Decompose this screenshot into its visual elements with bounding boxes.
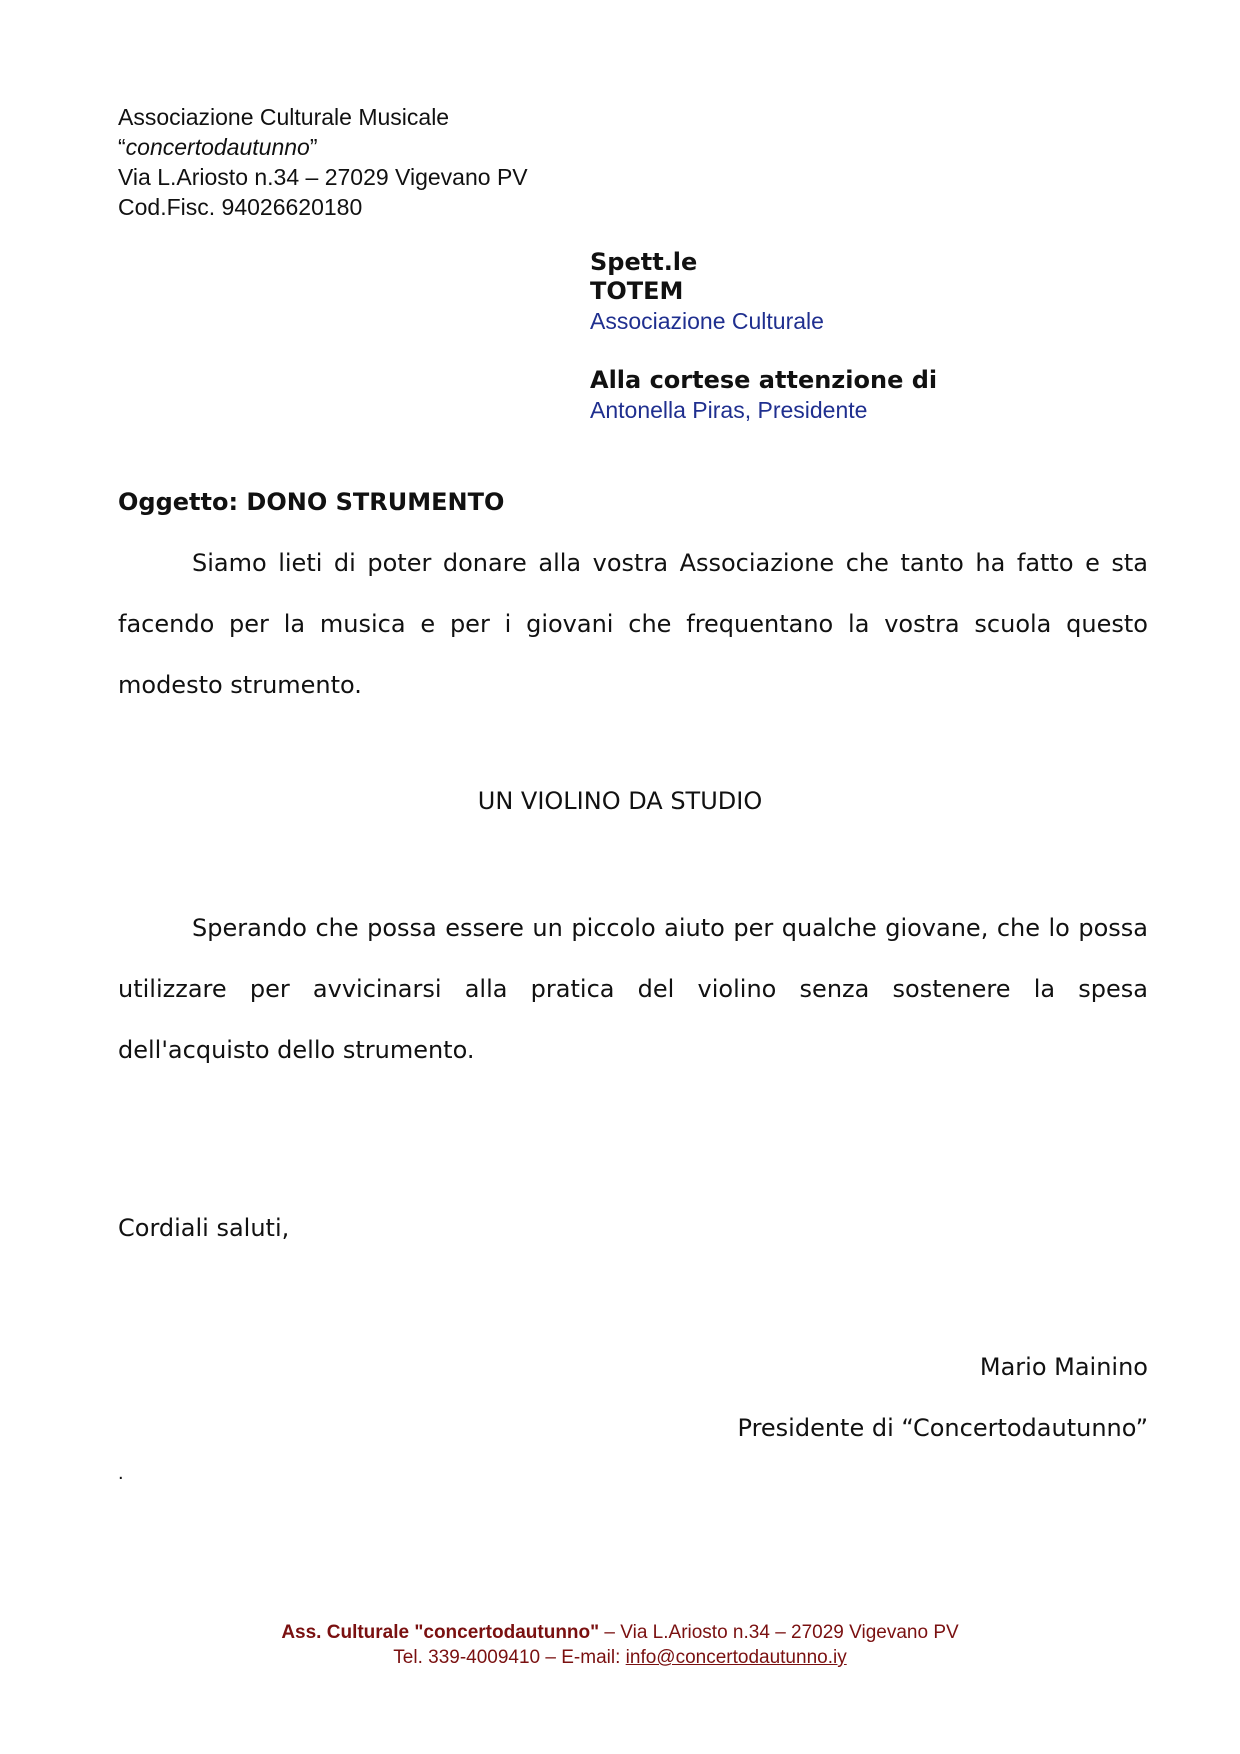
footer-address: – Via L.Ariosto n.34 – 27029 Vigevano PV — [599, 1622, 959, 1643]
footer-email-link[interactable]: info@concertodautunno.iy — [625, 1647, 847, 1668]
footer-line2 — [0, 1645, 1240, 1670]
recipient-salutation: Spett.le — [590, 248, 698, 276]
footer — [0, 1620, 1240, 1670]
recipient-block — [590, 248, 937, 425]
trailing-mark: . — [118, 1462, 124, 1484]
footer-line1 — [0, 1620, 1240, 1645]
footer-org: Ass. Culturale "concertodautunno" — [281, 1622, 600, 1643]
paragraph-2-text: Sperando che possa essere un piccolo aiuto per qualche giovane, che lo possa utilizzare per avvicinarsi alla pratica del violino senza sostenere la spesa dell'acquisto dello strumento. — [118, 914, 1148, 1064]
sender-tax-code: Cod.Fisc. 94026620180 — [118, 194, 363, 220]
sender-address: Via L.Ariosto n.34 – 27029 Vigevano PV — [118, 164, 528, 190]
attention-label: Alla cortese attenzione di — [590, 366, 938, 394]
attention-name: Antonella Piras, Presidente — [590, 397, 868, 423]
signature-block — [738, 1337, 1148, 1459]
close-quote: ” — [309, 134, 318, 160]
paragraph-1-text: Siamo lieti di poter donare alla vostra Associazione che tanto ha fatto e sta facendo per la musica e per i giovani che frequentano la vostra scuola questo modesto strumento. — [118, 549, 1148, 699]
signer-title: Presidente di “Concertodautunno” — [737, 1414, 1148, 1442]
body-paragraph-1 — [118, 533, 1148, 716]
recipient-name: TOTEM — [590, 277, 684, 305]
signer-name: Mario Mainino — [979, 1353, 1148, 1381]
closing-salutation: Cordiali saluti, — [118, 1214, 290, 1242]
body-paragraph-2 — [118, 898, 1148, 1081]
open-quote: “ — [118, 134, 126, 160]
recipient-spacer — [590, 336, 937, 366]
footer-phone: Tel. 339-4009410 – E-mail: — [393, 1647, 626, 1668]
sender-block — [118, 102, 528, 222]
recipient-type: Associazione Culturale — [590, 308, 824, 334]
centered-item: UN VIOLINO DA STUDIO — [477, 787, 763, 815]
sender-name: concertodautunno — [125, 134, 310, 160]
sender-line1: Associazione Culturale Musicale — [118, 104, 450, 130]
subject-line: Oggetto: DONO STRUMENTO — [118, 488, 505, 516]
sender-name-line — [118, 132, 528, 162]
